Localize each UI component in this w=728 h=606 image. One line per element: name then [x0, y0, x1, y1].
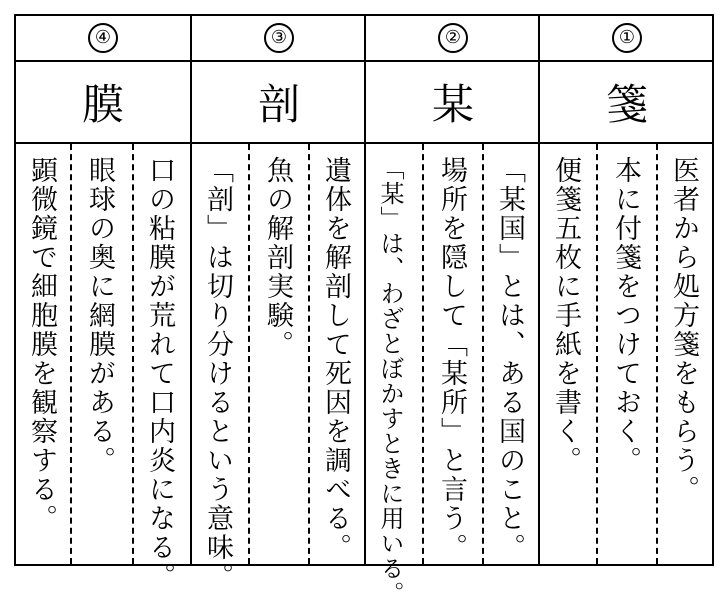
example-sentence: 遺体を解剖して死因を調べる。 [320, 156, 351, 562]
example-cell [596, 144, 658, 564]
example-sentence: 便箋五枚に手紙を書く。 [550, 156, 581, 475]
example-sentence: 「某」は、わざとぼかすときに用いる。 [376, 156, 404, 606]
example-cell [192, 144, 248, 591]
column-number: ③ [264, 23, 294, 53]
kanji-cell [540, 62, 714, 144]
example-sentence: 本に付箋をつけておく。 [610, 156, 641, 475]
kanji-character: 膜 [81, 80, 124, 129]
example-cell [248, 144, 310, 564]
example-sentence: 「剖」は切り分けるという意味。 [202, 156, 233, 591]
example-cell [656, 144, 714, 564]
example-sentence: 「某国」とは、ある国のこと。 [494, 156, 525, 562]
column-4 [16, 16, 190, 591]
column-number: ② [438, 23, 468, 53]
kanji-character: 某 [431, 80, 474, 129]
column-number-cell [192, 16, 366, 62]
example-cell [132, 144, 190, 591]
column-number-cell [540, 16, 714, 62]
kanji-character: 剖 [257, 80, 300, 129]
example-cell [308, 144, 366, 564]
example-cell [540, 144, 596, 564]
kanji-cell [366, 62, 540, 144]
kanji-character: 箋 [605, 80, 648, 129]
example-sentence: 眼球の奥に網膜がある。 [84, 156, 115, 475]
example-cell [482, 144, 540, 564]
kanji-cell [192, 62, 366, 144]
example-sentence: 医者から処方箋をもらう。 [668, 156, 699, 504]
example-sentence: 口の粘膜が荒れて口内炎になる。 [144, 156, 175, 591]
example-cell [70, 144, 134, 564]
example-cell [366, 144, 422, 606]
kanji-cell [16, 62, 190, 144]
example-cell [422, 144, 484, 564]
example-sentence: 魚の解剖実験。 [262, 156, 293, 359]
column-number: ④ [88, 23, 118, 53]
column-number-cell [16, 16, 190, 62]
column-1 [538, 16, 714, 564]
example-cell [16, 144, 70, 564]
kanji-worksheet [14, 14, 714, 606]
column-number: ① [612, 23, 642, 53]
example-sentence: 場所を隠して「某所」と言う。 [436, 156, 467, 562]
column-2 [364, 16, 540, 606]
column-number-cell [366, 16, 540, 62]
example-sentence: 顕微鏡で細胞膜を観察する。 [26, 156, 57, 533]
column-3 [190, 16, 366, 591]
